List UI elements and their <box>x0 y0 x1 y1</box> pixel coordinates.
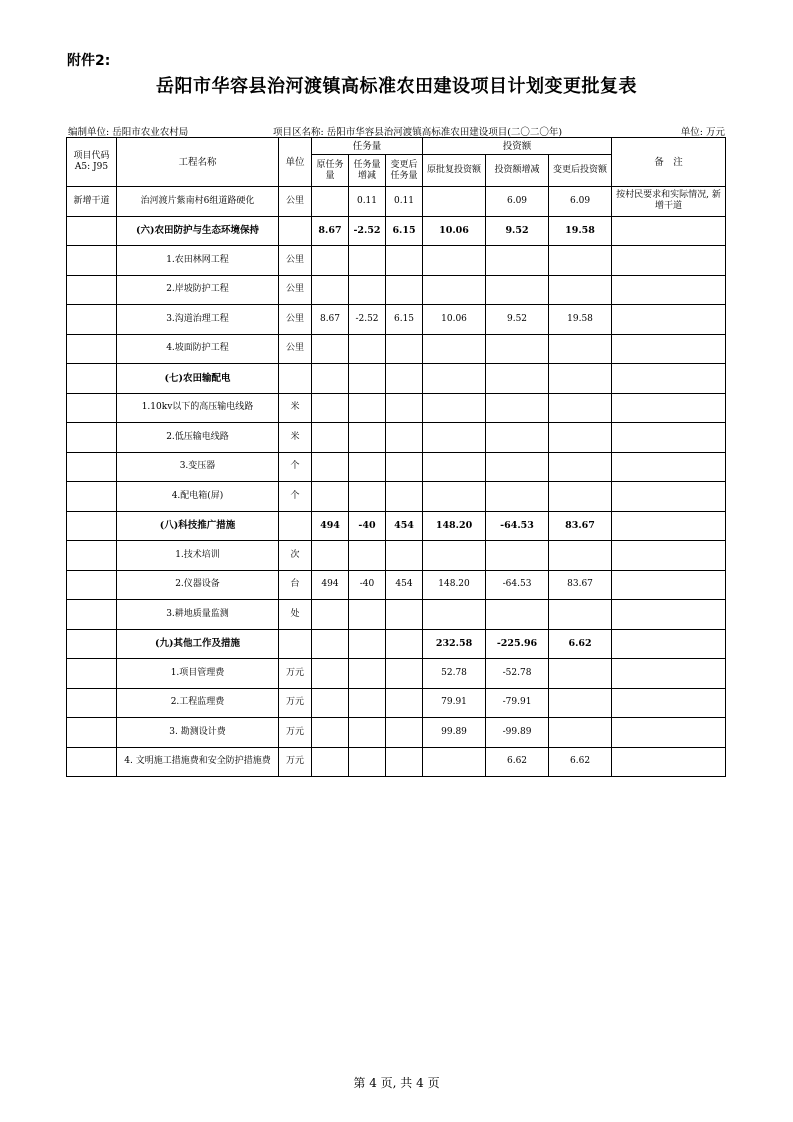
cell-task-change <box>349 246 386 276</box>
cell-name: 4. 文明施工措施费和安全防护措施费 <box>117 747 279 777</box>
header-task-group: 任务量 <box>312 138 423 155</box>
cell-remark <box>612 305 726 335</box>
cell-task-change: -2.52 <box>349 305 386 335</box>
cell-orig-task <box>312 246 349 276</box>
cell-unit: 万元 <box>279 718 312 748</box>
header-invest-group: 投资额 <box>423 138 612 155</box>
cell-new-invest: 83.67 <box>549 511 612 541</box>
cell-new-task <box>386 423 423 453</box>
cell-task-change <box>349 541 386 571</box>
cell-new-invest <box>549 688 612 718</box>
cell-orig-invest <box>423 482 486 512</box>
cell-orig-invest <box>423 541 486 571</box>
cell-new-invest <box>549 246 612 276</box>
cell-unit <box>279 216 312 246</box>
cell-orig-invest <box>423 600 486 630</box>
cell-new-task <box>386 452 423 482</box>
cell-unit: 次 <box>279 541 312 571</box>
cell-orig-task: 8.67 <box>312 216 349 246</box>
cell-remark <box>612 216 726 246</box>
cell-remark <box>612 364 726 394</box>
cell-new-invest <box>549 482 612 512</box>
cell-new-invest: 19.58 <box>549 216 612 246</box>
cell-remark <box>612 659 726 689</box>
cell-orig-task <box>312 659 349 689</box>
table-row <box>67 187 726 217</box>
cell-code <box>67 482 117 512</box>
cell-task-change <box>349 275 386 305</box>
cell-new-task: 6.15 <box>386 216 423 246</box>
cell-unit: 公里 <box>279 334 312 364</box>
cell-orig-invest: 52.78 <box>423 659 486 689</box>
cell-new-task <box>386 688 423 718</box>
cell-orig-task <box>312 541 349 571</box>
cell-invest-change <box>486 246 549 276</box>
cell-orig-invest <box>423 275 486 305</box>
cell-new-task: 454 <box>386 570 423 600</box>
page-title: 岳阳市华容县治河渡镇高标准农田建设项目计划变更批复表 <box>156 76 637 97</box>
cell-new-invest <box>549 452 612 482</box>
cell-remark <box>612 747 726 777</box>
cell-orig-invest: 148.20 <box>423 511 486 541</box>
cell-invest-change <box>486 482 549 512</box>
cell-new-invest: 6.62 <box>549 629 612 659</box>
cell-remark <box>612 718 726 748</box>
cell-code <box>67 393 117 423</box>
cell-code <box>67 688 117 718</box>
table-row <box>67 305 726 335</box>
cell-new-task <box>386 393 423 423</box>
cell-remark <box>612 452 726 482</box>
cell-remark <box>612 423 726 453</box>
cell-new-task <box>386 747 423 777</box>
cell-orig-task <box>312 452 349 482</box>
cell-code <box>67 570 117 600</box>
cell-name: (八)科技推广措施 <box>117 511 279 541</box>
cell-remark <box>612 629 726 659</box>
cell-orig-task <box>312 600 349 630</box>
cell-code <box>67 452 117 482</box>
cell-unit <box>279 364 312 394</box>
cell-unit: 个 <box>279 452 312 482</box>
cell-remark <box>612 482 726 512</box>
cell-new-task <box>386 482 423 512</box>
cell-new-invest <box>549 718 612 748</box>
cell-invest-change <box>486 334 549 364</box>
unit-label: 单位: 万元 <box>680 127 725 138</box>
cell-invest-change: -225.96 <box>486 629 549 659</box>
cell-remark <box>612 246 726 276</box>
table-row <box>67 570 726 600</box>
approval-table <box>66 137 726 777</box>
cell-orig-task <box>312 187 349 217</box>
cell-unit: 万元 <box>279 688 312 718</box>
cell-code <box>67 423 117 453</box>
cell-invest-change: -64.53 <box>486 511 549 541</box>
cell-unit: 万元 <box>279 659 312 689</box>
header-unit: 单位 <box>279 138 312 187</box>
cell-new-invest: 6.62 <box>549 747 612 777</box>
cell-name: (六)农田防护与生态环境保持 <box>117 216 279 246</box>
cell-code <box>67 305 117 335</box>
cell-orig-task: 8.67 <box>312 305 349 335</box>
cell-code: 新增干道 <box>67 187 117 217</box>
cell-code <box>67 275 117 305</box>
cell-remark <box>612 334 726 364</box>
table-row <box>67 364 726 394</box>
cell-code <box>67 246 117 276</box>
cell-task-change <box>349 718 386 748</box>
cell-orig-task <box>312 275 349 305</box>
table-row <box>67 747 726 777</box>
table-row <box>67 629 726 659</box>
cell-orig-invest <box>423 423 486 453</box>
cell-orig-invest: 10.06 <box>423 216 486 246</box>
cell-code <box>67 511 117 541</box>
cell-new-task: 0.11 <box>386 187 423 217</box>
cell-new-invest <box>549 393 612 423</box>
cell-new-invest <box>549 541 612 571</box>
cell-remark <box>612 570 726 600</box>
cell-orig-invest <box>423 364 486 394</box>
cell-new-invest <box>549 659 612 689</box>
cell-task-change <box>349 334 386 364</box>
cell-name: 治河渡片紫南村6组道路硬化 <box>117 187 279 217</box>
cell-orig-invest <box>423 452 486 482</box>
table-row <box>67 275 726 305</box>
cell-code <box>67 718 117 748</box>
org-label: 编制单位: 岳阳市农业农村局 <box>68 127 189 138</box>
cell-name: 3. 勘测设计费 <box>117 718 279 748</box>
cell-new-task <box>386 275 423 305</box>
table-row <box>67 393 726 423</box>
cell-new-invest <box>549 600 612 630</box>
cell-unit: 米 <box>279 423 312 453</box>
header-invest-change: 投资额增减 <box>486 155 549 187</box>
cell-task-change <box>349 747 386 777</box>
cell-unit: 万元 <box>279 747 312 777</box>
cell-unit: 公里 <box>279 187 312 217</box>
cell-name: 4.配电箱(屏) <box>117 482 279 512</box>
cell-orig-task: 494 <box>312 570 349 600</box>
table-row <box>67 452 726 482</box>
cell-new-invest <box>549 334 612 364</box>
cell-orig-task <box>312 393 349 423</box>
cell-invest-change <box>486 452 549 482</box>
cell-task-change: -2.52 <box>349 216 386 246</box>
table-row <box>67 659 726 689</box>
cell-task-change <box>349 393 386 423</box>
cell-orig-task <box>312 364 349 394</box>
cell-unit: 公里 <box>279 246 312 276</box>
cell-code <box>67 629 117 659</box>
cell-code <box>67 216 117 246</box>
cell-orig-task <box>312 718 349 748</box>
cell-orig-task <box>312 482 349 512</box>
table-row <box>67 246 726 276</box>
cell-invest-change: 6.62 <box>486 747 549 777</box>
cell-new-invest: 6.09 <box>549 187 612 217</box>
cell-name: 2.工程监理费 <box>117 688 279 718</box>
cell-orig-task <box>312 334 349 364</box>
header-orig-task: 原任务量 <box>312 155 349 187</box>
cell-invest-change: -64.53 <box>486 570 549 600</box>
table-row <box>67 600 726 630</box>
cell-new-invest <box>549 364 612 394</box>
cell-orig-invest: 10.06 <box>423 305 486 335</box>
cell-code <box>67 364 117 394</box>
cell-task-change <box>349 423 386 453</box>
header-code: 项目代码 A5: J95 <box>67 138 117 187</box>
cell-orig-task <box>312 423 349 453</box>
header-new-task: 变更后任务量 <box>386 155 423 187</box>
cell-new-invest <box>549 275 612 305</box>
cell-orig-invest: 232.58 <box>423 629 486 659</box>
cell-invest-change <box>486 364 549 394</box>
cell-unit: 公里 <box>279 305 312 335</box>
cell-invest-change: -99.89 <box>486 718 549 748</box>
cell-name: 1.农田林网工程 <box>117 246 279 276</box>
table-row <box>67 216 726 246</box>
cell-invest-change <box>486 423 549 453</box>
header-orig-invest: 原批复投资额 <box>423 155 486 187</box>
cell-task-change <box>349 688 386 718</box>
cell-name: 3.沟道治理工程 <box>117 305 279 335</box>
cell-code <box>67 541 117 571</box>
cell-invest-change: -52.78 <box>486 659 549 689</box>
header-task-change: 任务量增减 <box>349 155 386 187</box>
cell-task-change <box>349 629 386 659</box>
cell-orig-task: 494 <box>312 511 349 541</box>
page-footer: 第 4 页, 共 4 页 <box>353 1076 440 1090</box>
table-row <box>67 718 726 748</box>
cell-name: 1.10kv以下的高压输电线路 <box>117 393 279 423</box>
cell-task-change <box>349 452 386 482</box>
cell-orig-invest: 79.91 <box>423 688 486 718</box>
cell-new-task <box>386 600 423 630</box>
cell-name: 1.技术培训 <box>117 541 279 571</box>
cell-name: 4.坡面防护工程 <box>117 334 279 364</box>
cell-unit: 处 <box>279 600 312 630</box>
cell-new-task <box>386 334 423 364</box>
cell-code <box>67 659 117 689</box>
cell-invest-change: 9.52 <box>486 305 549 335</box>
cell-orig-invest <box>423 187 486 217</box>
project-label: 项目区名称: 岳阳市华容县治河渡镇高标准农田建设项目(二〇二〇年) <box>273 127 563 138</box>
cell-new-task <box>386 718 423 748</box>
cell-task-change: -40 <box>349 511 386 541</box>
cell-orig-invest: 99.89 <box>423 718 486 748</box>
cell-name: 3.变压器 <box>117 452 279 482</box>
cell-new-task: 454 <box>386 511 423 541</box>
cell-invest-change: 6.09 <box>486 187 549 217</box>
cell-task-change <box>349 600 386 630</box>
cell-orig-task <box>312 688 349 718</box>
cell-new-task <box>386 659 423 689</box>
cell-unit: 台 <box>279 570 312 600</box>
cell-orig-task <box>312 747 349 777</box>
header-new-invest: 变更后投资额 <box>549 155 612 187</box>
table-row <box>67 423 726 453</box>
cell-name: (七)农田输配电 <box>117 364 279 394</box>
cell-new-task <box>386 629 423 659</box>
cell-unit: 个 <box>279 482 312 512</box>
cell-task-change <box>349 659 386 689</box>
cell-name: 2.仪器设备 <box>117 570 279 600</box>
cell-orig-invest <box>423 334 486 364</box>
cell-name: 2.岸坡防护工程 <box>117 275 279 305</box>
cell-invest-change <box>486 600 549 630</box>
cell-new-invest: 19.58 <box>549 305 612 335</box>
cell-invest-change: 9.52 <box>486 216 549 246</box>
cell-orig-invest <box>423 246 486 276</box>
cell-code <box>67 747 117 777</box>
cell-orig-invest <box>423 747 486 777</box>
table-row <box>67 541 726 571</box>
cell-name: (九)其他工作及措施 <box>117 629 279 659</box>
cell-invest-change <box>486 393 549 423</box>
cell-new-task <box>386 541 423 571</box>
cell-name: 2.低压输电线路 <box>117 423 279 453</box>
cell-code <box>67 600 117 630</box>
header-name: 工程名称 <box>117 138 279 187</box>
cell-unit: 米 <box>279 393 312 423</box>
cell-task-change: 0.11 <box>349 187 386 217</box>
cell-remark <box>612 600 726 630</box>
cell-task-change: -40 <box>349 570 386 600</box>
cell-remark <box>612 511 726 541</box>
table-row <box>67 482 726 512</box>
cell-remark <box>612 688 726 718</box>
cell-new-invest: 83.67 <box>549 570 612 600</box>
table-row <box>67 688 726 718</box>
cell-invest-change: -79.91 <box>486 688 549 718</box>
cell-invest-change <box>486 275 549 305</box>
cell-new-task: 6.15 <box>386 305 423 335</box>
cell-orig-task <box>312 629 349 659</box>
cell-code <box>67 334 117 364</box>
table-row <box>67 511 726 541</box>
cell-orig-invest: 148.20 <box>423 570 486 600</box>
cell-new-invest <box>549 423 612 453</box>
table-row <box>67 334 726 364</box>
cell-remark <box>612 541 726 571</box>
cell-orig-invest <box>423 393 486 423</box>
header-remark: 备 注 <box>612 138 726 187</box>
cell-new-task <box>386 246 423 276</box>
cell-name: 1.项目管理费 <box>117 659 279 689</box>
cell-task-change <box>349 364 386 394</box>
cell-invest-change <box>486 541 549 571</box>
cell-unit <box>279 629 312 659</box>
cell-unit: 公里 <box>279 275 312 305</box>
cell-task-change <box>349 482 386 512</box>
cell-remark <box>612 275 726 305</box>
cell-name: 3.耕地质量监测 <box>117 600 279 630</box>
cell-remark: 按村民要求和实际情况, 新增干道 <box>612 187 726 217</box>
cell-unit <box>279 511 312 541</box>
cell-remark <box>612 393 726 423</box>
attachment-label: 附件2: <box>67 53 111 69</box>
cell-new-task <box>386 364 423 394</box>
